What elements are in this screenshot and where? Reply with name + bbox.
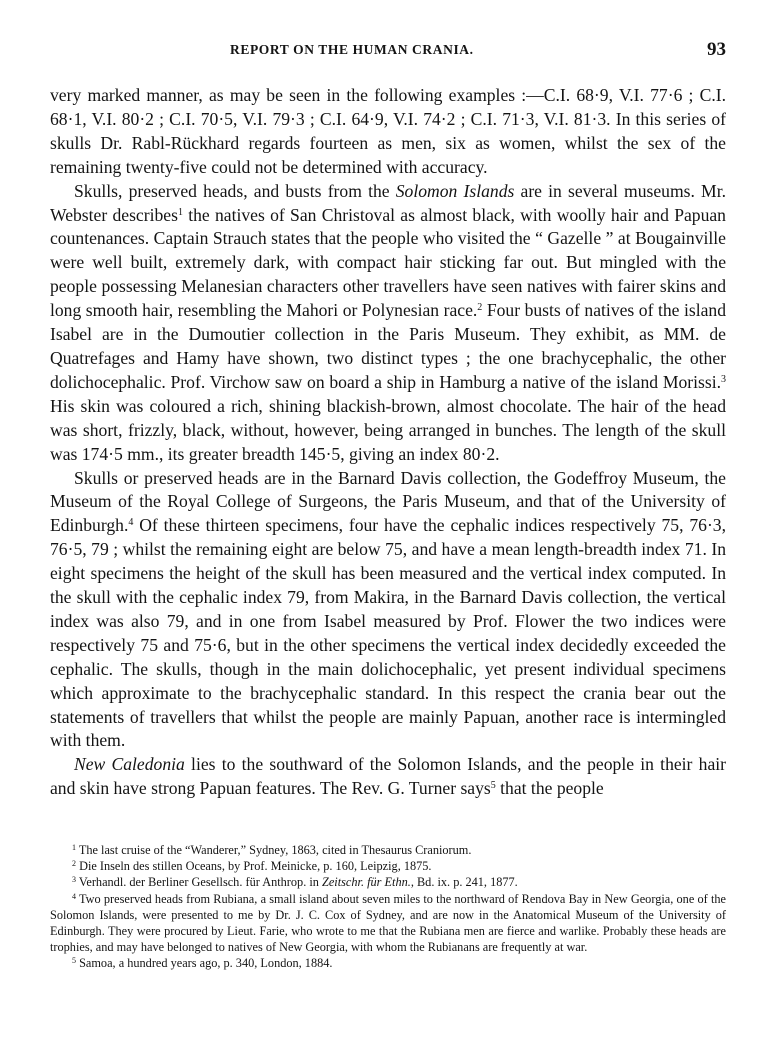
- footnote-4: $^4$ Two preserved heads from Rubiana, a small island about seven miles to the northward of Rendova Bay in New Georgia, one of the Solomon Islands, were presented to me by Dr. J. C. Cox of Sydney, and are now in the Anatomical Museum of the University of Edinburgh. They were procured by Lieut. Farie, who wrote to me that the Rubiana men are fierce and warlike. Probably these heads are trophies, and may have belonged to natives of New Georgia, with whom the Rubianans are frequently at war.: [50, 891, 726, 955]
- footnote-ref-4: 4: [128, 517, 134, 529]
- paragraph-2: Skulls, preserved heads, and busts from the Solomon Islands are in several museums. Mr. Webster describes$^1$ the natives of San Christoval as almost black, with woolly hair and Papuan countenances. Captain Strauch states that the people who visited the “ Gazelle ” at Bougainville were well built, extremely dark, with compact hair sticking far out. But mingled with the people possessing Melanesian characters other travellers have seen natives with fairer skins and long smooth hair, resembling the Mahori or Polynesian race.$^2$ Four busts of natives of the island Isabel are in the Dumoutier collection in the Paris Museum. They exhibit, as MM. de Quatrefages and Hamy have shown, two distinct types ; the one brachycephalic, the other dolichocephalic. Prof. Virchow saw on board a ship in Hamburg a native of the island Morissi.$^3$ His skin was coloured a rich, shining blackish-brown, almost chocolate. The hair of the head was short, frizzly, black, without, however, being arranged in bunches. The length of the skull was 174·5 mm., its greater breadth 145·5, giving an index 80·2.: [50, 180, 726, 464]
- footnote-ref-2: 2: [477, 302, 483, 314]
- footnotes: [50, 842, 726, 972]
- new-caledonia-term: New Caledonia: [74, 754, 185, 775]
- page-number: 93: [707, 39, 726, 60]
- footnote-ref-5: 5: [490, 780, 496, 792]
- running-head: [50, 39, 726, 66]
- paragraph-1: very marked manner, as may be seen in the following examples :—C.I. 68·9, V.I. 77·6 ; C.I. 68·1, V.I. 80·2 ; C.I. 70·5, V.I. 79·3 ; C.I. 64·9, V.I. 74·2 ; C.I. 71·3, V.I. 81·3. In this series of skulls Dr. Rabl-Rückhard regards fourteen as men, six as women, whilst the sex of the remaining twenty-five could not be determined with accuracy.: [50, 85, 726, 177]
- footnote-ref-3: 3: [721, 373, 726, 385]
- footnote-2: $^2$ Die Inseln des stillen Oceans, by Prof. Meinicke, p. 160, Leipzig, 1875.: [72, 859, 432, 874]
- paragraph-4: New Caledonia lies to the southward of the Solomon Islands, and the people in their hair and skin have strong Papuan features. The Rev. G. Turner says$^5$ that the people: [50, 754, 727, 799]
- footnote-ref-1: 1: [177, 206, 183, 218]
- body-text: [50, 84, 726, 801]
- footnote-1: $^1$ The last cruise of the “Wanderer,” Sydney, 1863, cited in Thesaurus Craniorum.: [72, 843, 472, 857]
- footnote-5: $^5$ Samoa, a hundred years ago, p. 340, London, 1884.: [72, 956, 333, 971]
- solomon-islands-term: Solomon Islands: [395, 180, 515, 201]
- paragraph-3: Skulls or preserved heads are in the Barnard Davis collection, the Godeffroy Museum, the Museum of the Royal College of Surgeons, the Paris Museum, and that of the University of Edinburgh.$^4$ Of these thirteen specimens, four have the cephalic indices respectively 75, 76·3, 76·5, 79 ; whilst the remaining eight are below 75, and have a mean length-breadth index 71. In eight specimens the height of the skull has been measured and the vertical index computed. In the skull with the cephalic index 79, from Makira, in the Barnard Davis collection, the vertical index was also 79, and in one from Isabel measured by Prof. Flower the two indices were respectively 75 and 75·6, but in the other specimens the vertical index decidedly exceeded the cephalic. The skulls, though in the main dolichocephalic, yet present individual specimens which approximate to the brachycephalic standard. In this respect the crania bear out the statements of travellers that whilst the people are mainly Papuan, another race is intermingled with them.: [50, 467, 726, 751]
- footnote-3: $^3$ Verhandl. der Berliner Gesellsch. für Anthrop. in Zeitschr. für Ethn., Bd. ix. p. 241, 1877.: [72, 875, 518, 890]
- running-head-title: REPORT ON THE HUMAN CRANIA.: [230, 42, 474, 57]
